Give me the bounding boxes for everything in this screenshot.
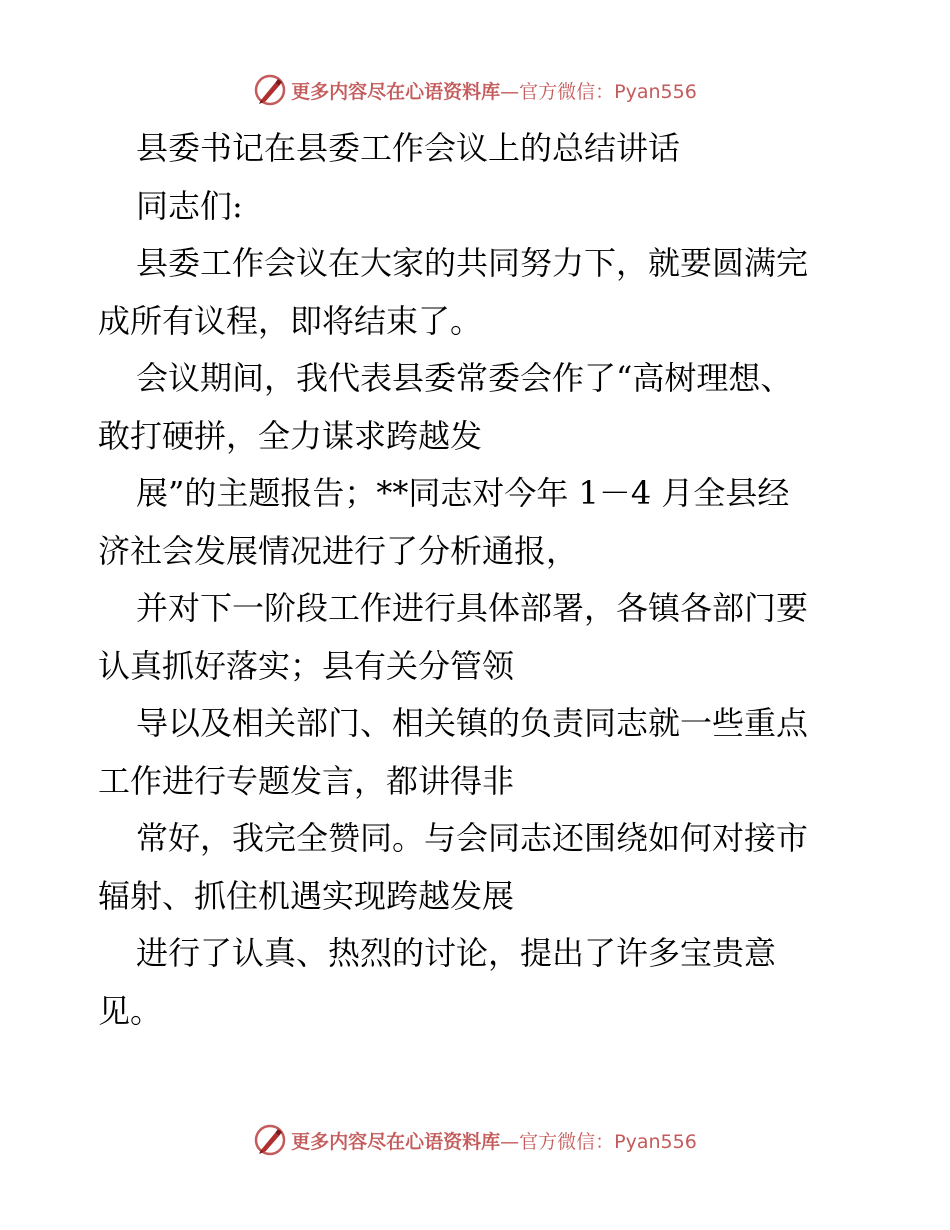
document-title: 县委书记在县委工作会议上的总结讲话: [136, 129, 681, 167]
footer-banner-sub: —官方微信：Pyan556: [500, 1130, 697, 1153]
paragraph-line: 进行了认真、热烈的讨论，提出了许多宝贵意: [136, 934, 777, 972]
paragraph-line: 县委工作会议在大家的共同努力下，就要圆满完: [136, 244, 809, 282]
salutation: 同志们:: [136, 186, 243, 225]
footer-banner-main: 更多内容尽在心语资料库: [291, 1130, 501, 1153]
pen-logo-icon: [253, 1123, 287, 1157]
paragraph-line: 敢打硬拼，全力谋求跨越发: [98, 416, 483, 455]
paragraph-line: 工作进行专题发言，都讲得非: [98, 761, 515, 800]
pen-logo-icon: [253, 73, 287, 107]
paragraph-line: 会议期间，我代表县委常委会作了“高树理想、: [136, 359, 793, 397]
document-body: [98, 120, 858, 1040]
paragraph-line: 认真抓好落实；县有关分管领: [98, 646, 515, 685]
paragraph-line: 导以及相关部门、相关镇的负责同志就一些重点: [136, 704, 809, 742]
paragraph-line: 济社会发展情况进行了分析通报，: [98, 531, 579, 570]
paragraph-line: 辐射、抓住机遇实现跨越发展: [98, 876, 515, 915]
paragraph-line: 并对下一阶段工作进行具体部署，各镇各部门要: [136, 589, 809, 627]
header-banner-sub: —官方微信：Pyan556: [500, 80, 697, 103]
paragraph-line: 展”的主题报告；**同志对今年 1－4 月全县经: [136, 474, 790, 512]
paragraph-line: 常好，我完全赞同。与会同志还围绕如何对接市: [136, 819, 809, 857]
paragraph-line: 见。: [98, 991, 163, 1030]
header-banner-main: 更多内容尽在心语资料库: [291, 80, 501, 103]
footer-banner: [0, 1120, 950, 1160]
paragraph-line: 成所有议程，即将结束了。: [98, 301, 483, 340]
header-banner: [0, 70, 950, 110]
